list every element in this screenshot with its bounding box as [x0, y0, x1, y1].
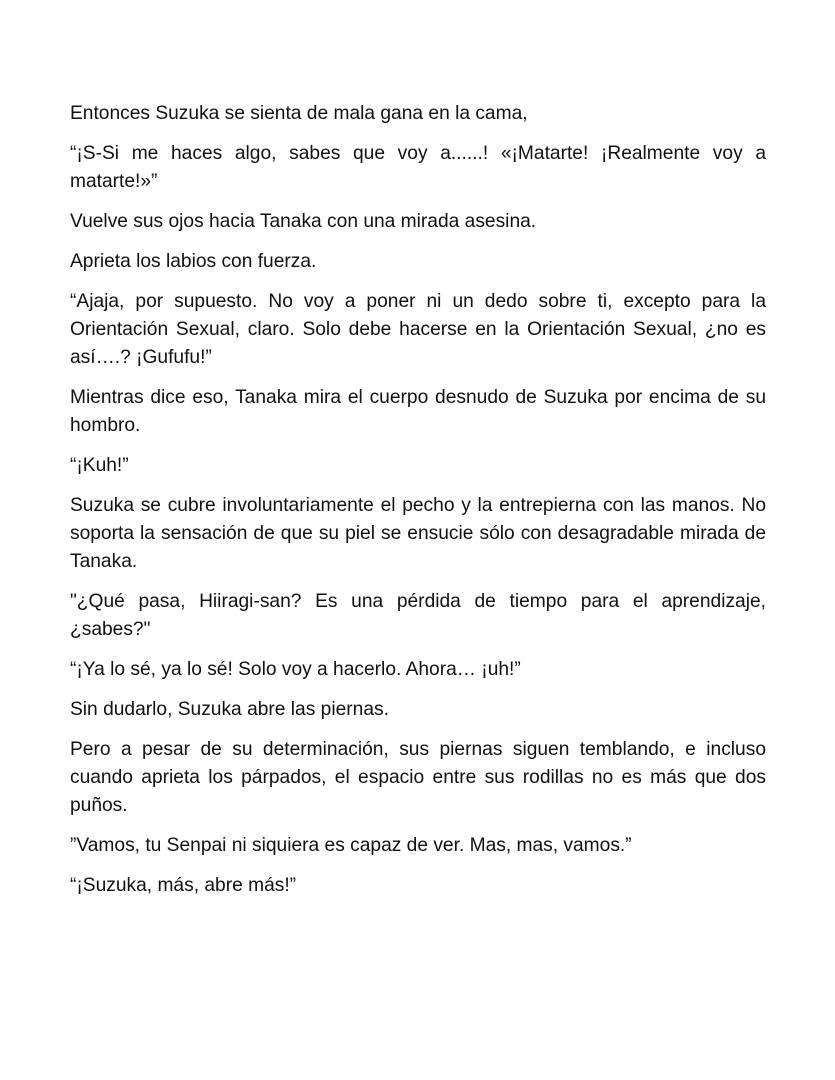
- paragraph-2: “¡S-Si me haces algo, sabes que voy a......! «¡Matarte! ¡Realmente voy a matarte!»”: [70, 143, 766, 192]
- paragraph-14: “¡Suzuka, más, abre más!”: [70, 875, 297, 896]
- paragraph-4: Aprieta los labios con fuerza.: [70, 251, 317, 272]
- paragraph-9: "¿Qué pasa, Hiiragi-san? Es una pérdida de tiempo para el aprendizaje, ¿sabes?": [70, 591, 766, 640]
- paragraph-3: Vuelve sus ojos hacia Tanaka con una mirada asesina.: [70, 211, 537, 232]
- paragraph-11: Sin dudarlo, Suzuka abre las piernas.: [70, 699, 389, 720]
- paragraph-13: ”Vamos, tu Senpai ni siquiera es capaz de ver. Mas, mas, vamos.”: [70, 835, 632, 856]
- paragraph-5: “Ajaja, por supuesto. No voy a poner ni un dedo sobre ti, excepto para la Orientación Sexual, claro. Solo debe hacerse en la Orientación Sexual, ¿no es así….? ¡Gufufu!”: [70, 291, 766, 368]
- paragraph-1: Entonces Suzuka se sienta de mala gana en la cama,: [70, 103, 528, 124]
- paragraph-8: Suzuka se cubre involuntariamente el pecho y la entrepierna con las manos. No soporta la sensación de que su piel se ensucie sólo con desagradable mirada de Tanaka.: [70, 495, 766, 572]
- paragraph-7: “¡Kuh!”: [70, 455, 129, 476]
- paragraph-12: Pero a pesar de su determinación, sus piernas siguen temblando, e incluso cuando aprieta los párpados, el espacio entre sus rodillas no es más que dos puños.: [70, 739, 766, 816]
- document-page: [70, 100, 766, 912]
- paragraph-10: “¡Ya lo sé, ya lo sé! Solo voy a hacerlo. Ahora… ¡uh!”: [70, 659, 521, 680]
- paragraph-6: Mientras dice eso, Tanaka mira el cuerpo desnudo de Suzuka por encima de su hombro.: [70, 387, 766, 436]
